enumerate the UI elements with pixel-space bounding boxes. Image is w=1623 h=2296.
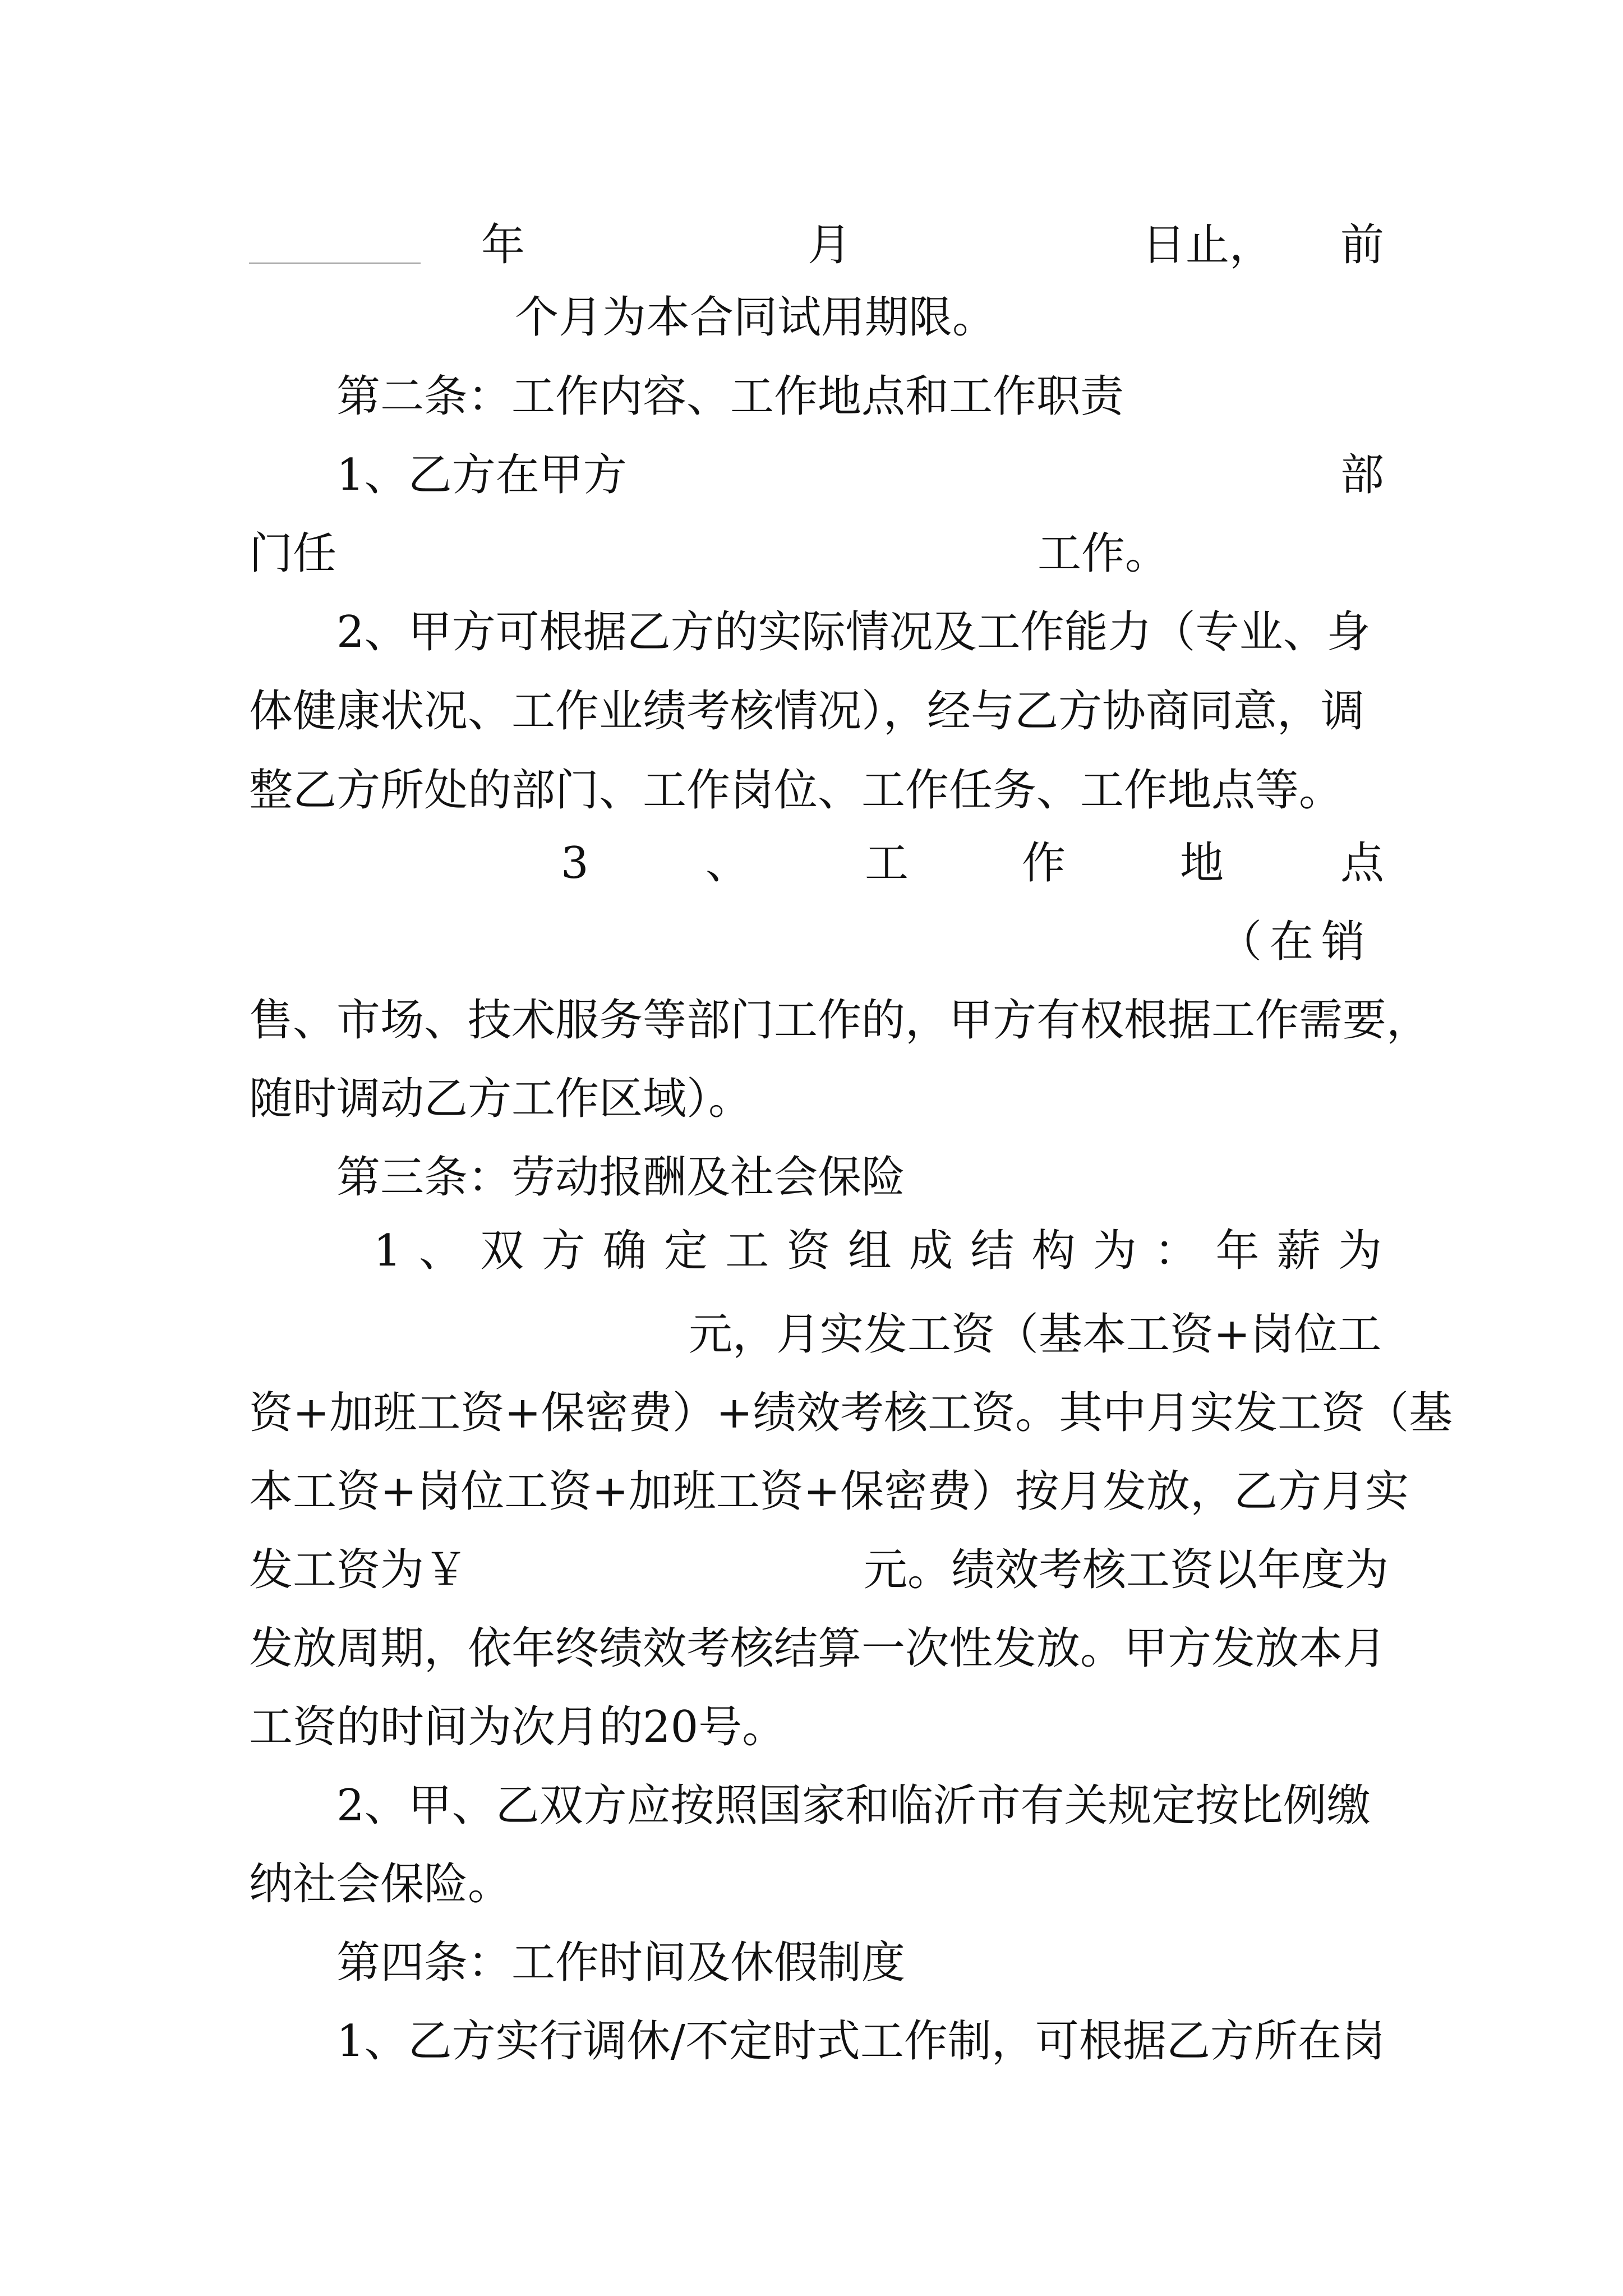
clause-2-2-line-3: 整乙方所处的部门、工作岗位、工作任务、工作地点等。 [249, 765, 1343, 816]
clause-2-3-line-2: （在销 [1218, 917, 1373, 967]
trial-month-label: 月 [808, 220, 852, 270]
trial-front-label: 前 [1340, 220, 1385, 270]
clause-3-1-line-2: 元，月实发工资（基本工资+岗位工 [689, 1309, 1382, 1360]
clause-3-1-line-4: 本工资+岗位工资+加班工资+保密费）按月发放，乙方月实 [249, 1466, 1409, 1517]
clause-3-1-line-5b: 元。绩效考核工资以年度为 [864, 1545, 1389, 1595]
article-3-title: 第三条：劳动报酬及社会保险 [336, 1152, 906, 1203]
clause-2-3-line-4: 随时调动乙方工作区域）。 [249, 1074, 753, 1124]
trial-period-line: 个月为本合同试用期限。 [515, 292, 997, 343]
trial-day-end-label: 日止， [1142, 220, 1274, 270]
blank-underline [249, 263, 421, 264]
clause-3-1-line-6: 发放周期，依年终绩效考核结算一次性发放。甲方发放本月 [249, 1623, 1387, 1674]
clause-2-3-char-3: 地 [1180, 838, 1224, 889]
clause-2-3-line-3: 售、市场、技术服务等部门工作的，甲方有权根据工作需要， [249, 995, 1431, 1046]
clause-2-3-char-2: 作 [1022, 838, 1066, 889]
clause-2-3-char-4: 点 [1340, 838, 1385, 889]
clause-3-1-line-7: 工资的时间为次月的20号。 [249, 1702, 786, 1752]
clause-2-2-line-2: 体健康状况、工作业绩考核情况），经与乙方协商同意，调 [249, 686, 1365, 737]
clause-2-2-line-1: 2、甲方可根据乙方的实际情况及工作能力（专业、身 [336, 607, 1371, 657]
article-4-title: 第四条：工作时间及休假制度 [336, 1938, 906, 1988]
clause-2-1-cont-right: 工作。 [1038, 528, 1169, 579]
clause-3-1-line-5a: 发工资为￥ [249, 1545, 468, 1595]
clause-2-1-left: 1、乙方在甲方 [336, 450, 627, 500]
clause-2-3-number: 3 [561, 838, 589, 889]
clause-3-2-line-2: 纳社会保险。 [249, 1859, 512, 1910]
trial-year-label: 年 [481, 220, 525, 270]
article-2-title: 第二条：工作内容、工作地点和工作职责 [336, 371, 1124, 422]
clause-2-1-cont-left: 门任 [249, 528, 337, 579]
clause-2-3-separator: 、 [706, 838, 750, 889]
clause-3-1-line-1: 1、双方确定工资组成结构为：年薪为 [374, 1226, 1382, 1276]
clause-3-1-line-3: 资+加班工资+保密费）+绩效考核工资。其中月实发工资（基 [249, 1388, 1453, 1438]
clause-2-3-char-1: 工 [865, 838, 909, 889]
clause-3-2-line-1: 2、甲、乙双方应按照国家和临沂市有关规定按比例缴 [336, 1780, 1371, 1831]
clause-4-1-line-1: 1、乙方实行调休/不定时式工作制，可根据乙方所在岗 [336, 2016, 1385, 2067]
clause-2-1-right: 部 [1340, 450, 1385, 500]
